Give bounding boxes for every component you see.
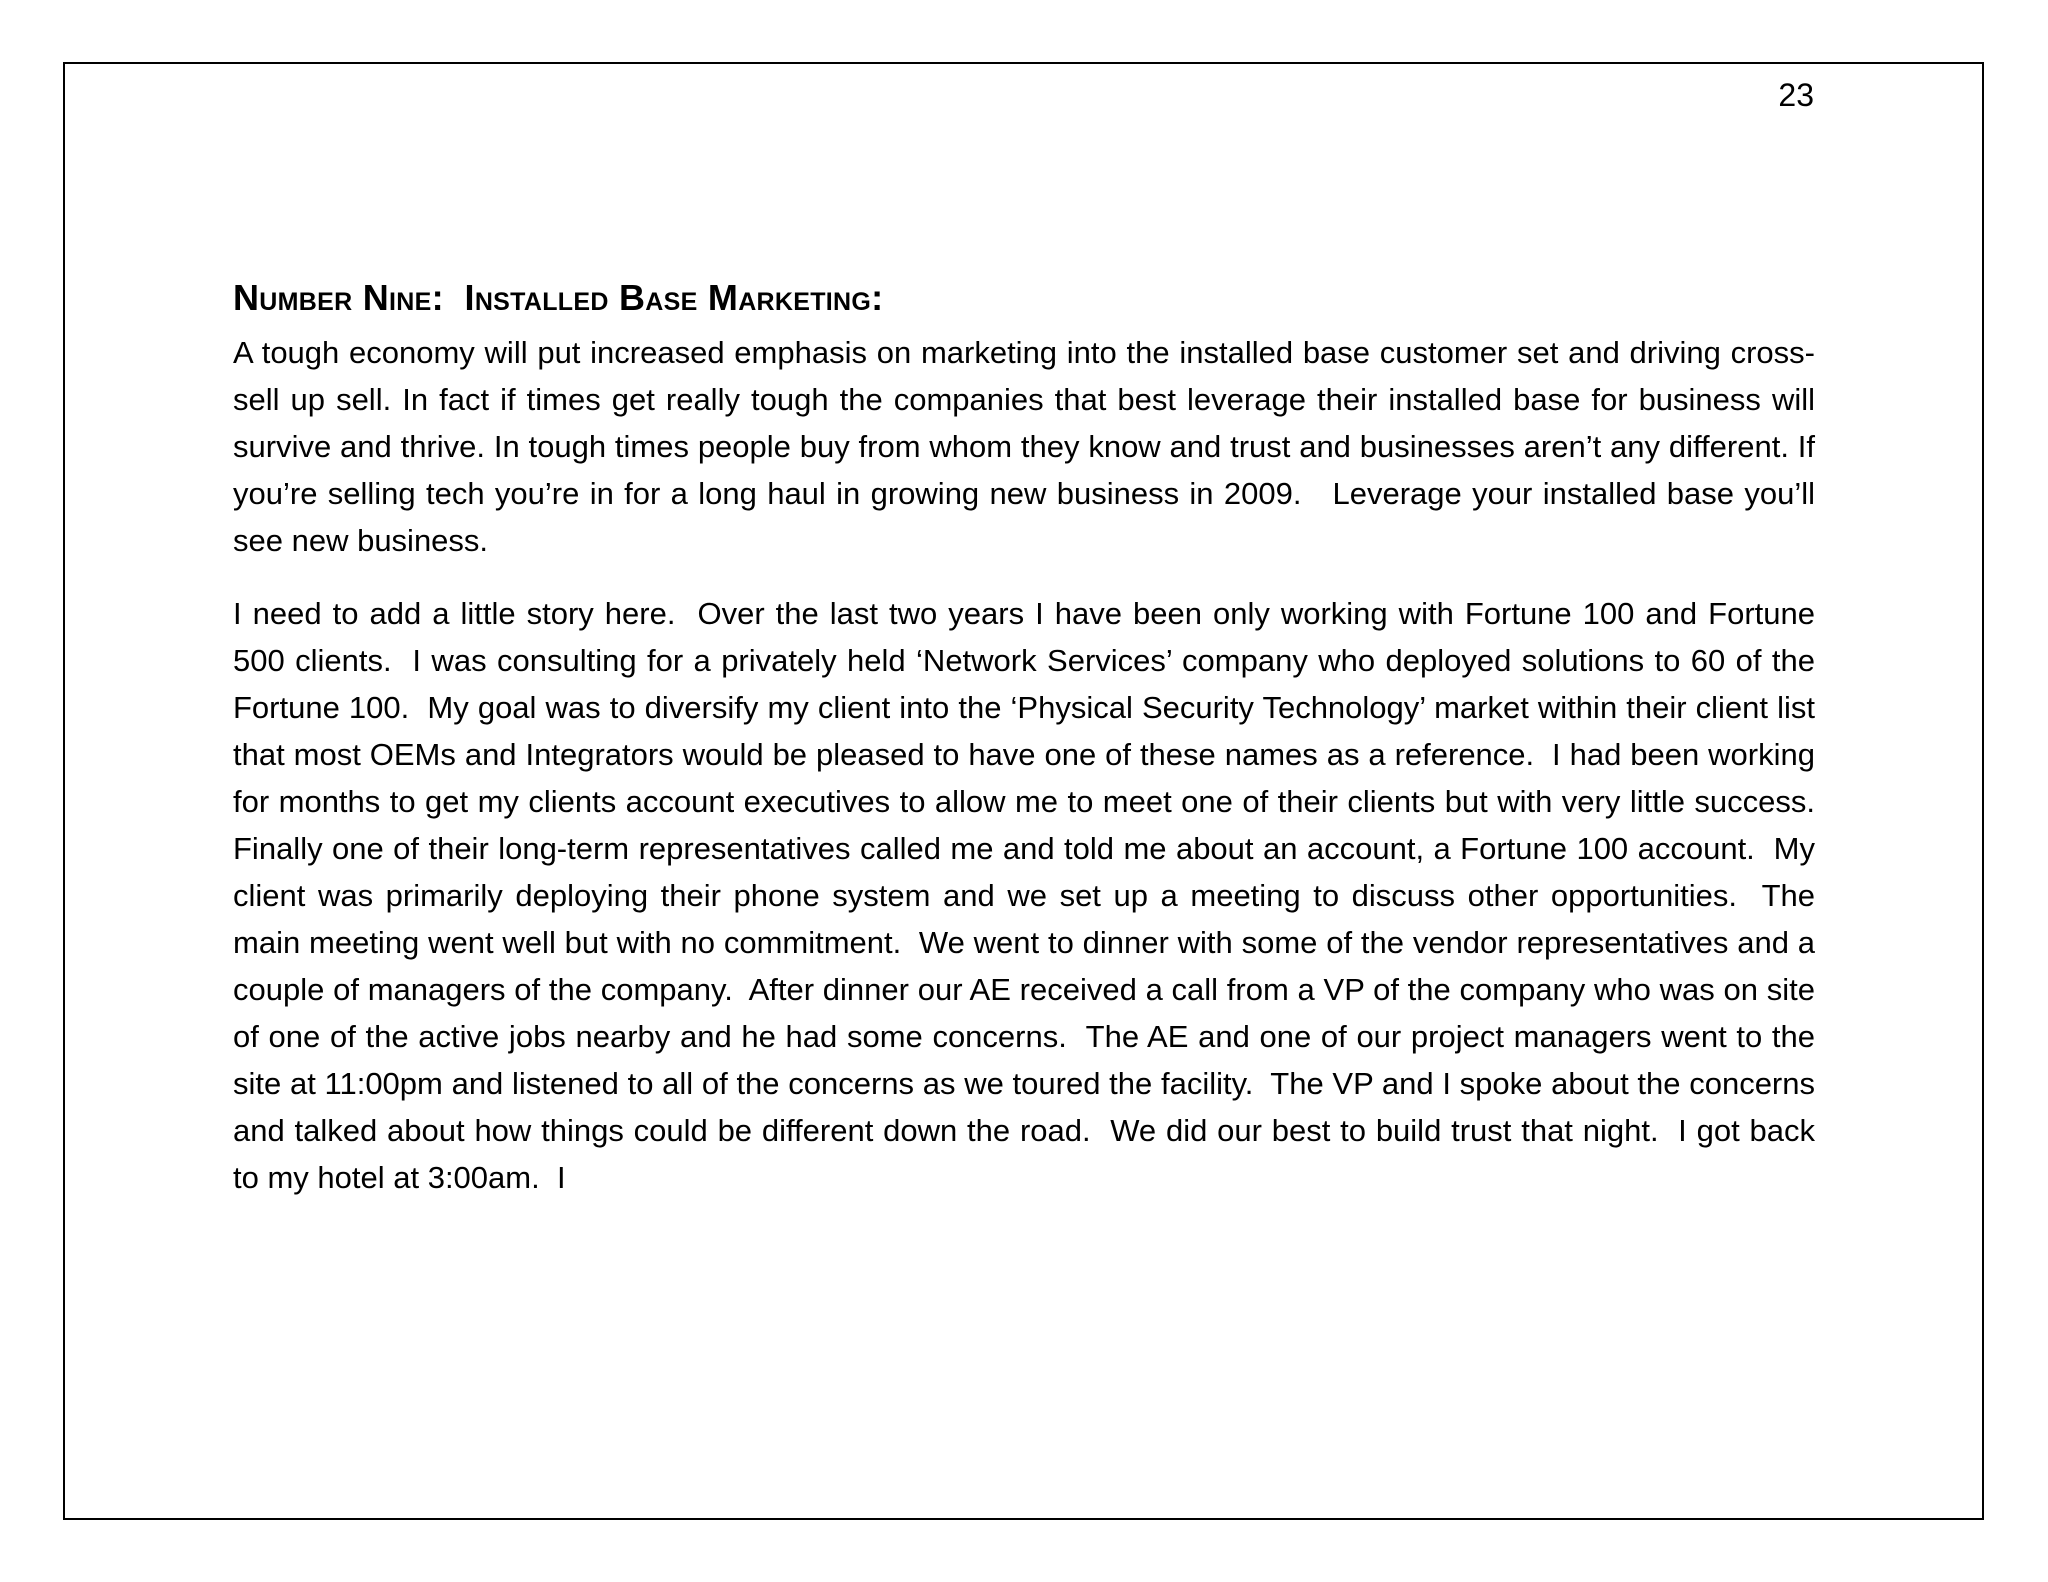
page-number: 23 bbox=[1778, 77, 1814, 113]
paragraph-2: I need to add a little story here. Over the last two years I have been only working with Fortune 100 and Fortune 500 clients. I was consulting for a privately held ‘Network Services’ company who deployed solutions to 60 of the Fortune 100. My goal was to diversify my client into the ‘Physical Security Technology’ market within their client list that most OEMs and Integrators would be pleased to have one of these names as a reference. I had been working for months to get my clients account executives to allow me to meet one of their clients but with very little success. Finally one of their long-term representatives called me and told me about an account, a Fortune 100 account. My client was primarily deploying their phone system and we set up a meeting to discuss other opportunities. The main meeting went well but with no commitment. We went to dinner with some of the vendor representatives and a couple of managers of the company. After dinner our AE received a call from a VP of the company who was on site of one of the active jobs nearby and he had some concerns. The AE and one of our project managers went to the site at 11:00pm and listened to all of the concerns as we toured the facility. The VP and I spoke about the concerns and talked about how things could be different down the road. We did our best to build trust that night. I got back to my hotel at 3:00am. I bbox=[233, 596, 1850, 1196]
page-content bbox=[233, 276, 1850, 1227]
paragraph-1: A tough economy will put increased emphasis on marketing into the installed base customer set and driving cross-sell up sell. In fact if times get really tough the companies that best leverage their installed base for business will survive and thrive. In tough times people buy from whom they know and trust and businesses aren’t any different. If you’re selling tech you’re in for a long haul in growing new business in 2009. Leverage your installed base you’ll see new business. bbox=[233, 335, 1824, 559]
section-heading: Number Nine: Installed Base Marketing: bbox=[233, 277, 884, 318]
page-frame bbox=[63, 62, 1984, 1520]
